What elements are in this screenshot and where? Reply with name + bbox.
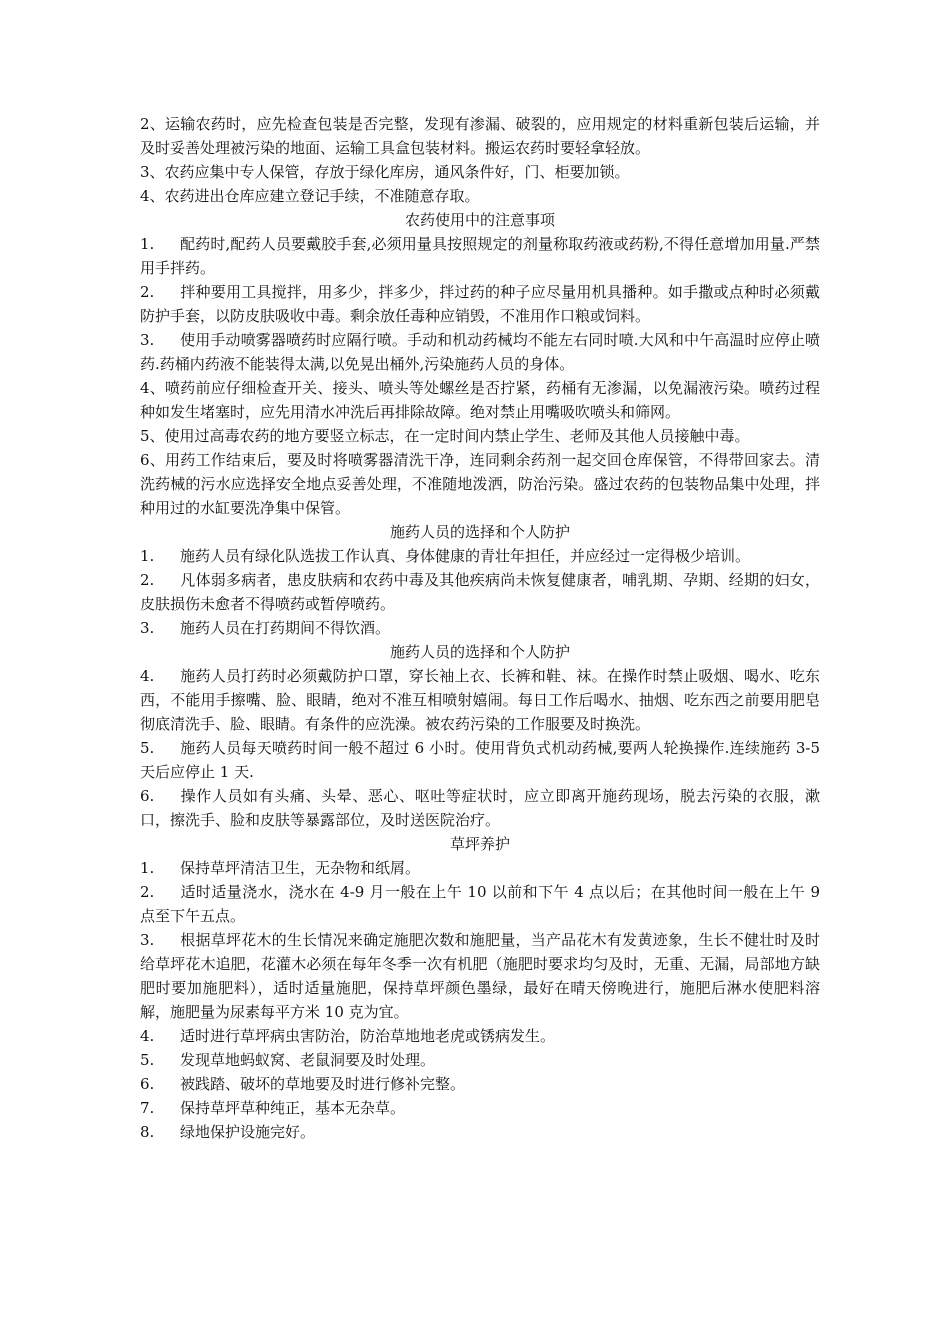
item-number: 3.: [140, 931, 155, 949]
item-number: 3.: [140, 619, 155, 637]
item-text: 使用手动喷雾器喷药时应隔行喷。手动和机动药械均不能左右同时喷.大风和中午高温时应停止喷药.药桶内药液不能装得太满,以免晃出桶外,污染施药人员的身体。: [140, 331, 820, 373]
item-text: 适时进行草坪病虫害防治，防治草地地老虎或锈病发生。: [180, 1027, 556, 1045]
list-item: [140, 880, 820, 928]
item-number: 2.: [140, 883, 155, 901]
item-number: 6.: [140, 1075, 155, 1093]
item-number: 1.: [140, 235, 155, 253]
paragraph: 3、农药应集中专人保管，存放于绿化库房，通风条件好，门、柜要加锁。: [140, 163, 630, 181]
item-text: 保持草坪草种纯正，基本无杂草。: [180, 1099, 406, 1117]
item-number: 1.: [140, 547, 155, 565]
list-item: [140, 928, 820, 1024]
list-item: [140, 616, 820, 640]
item-number: 2.: [140, 283, 155, 301]
item-text: 施药人员每天喷药时间一般不超过 6 小时。使用背负式机动药械,要两人轮换操作.连续施药 3-5 天后应停止 1 天.: [140, 739, 820, 781]
paragraph: 2、运输农药时，应先检查包装是否完整，发现有渗漏、破裂的，应用规定的材料重新包装后运输，并及时妥善处理被污染的地面、运输工具盒包装材料。搬运农药时要轻拿轻放。: [140, 115, 820, 157]
list-item: [140, 856, 820, 880]
list-item: [140, 544, 820, 568]
list-item: [140, 280, 820, 328]
section-heading: 草坪养护: [449, 835, 510, 853]
item-text: 保持草坪清洁卫生，无杂物和纸屑。: [180, 859, 421, 877]
item-number: 6.: [140, 787, 155, 805]
section-heading: 农药使用中的注意事项: [404, 211, 555, 229]
item-number: 8.: [140, 1123, 155, 1141]
list-item: [140, 1024, 820, 1048]
item-text: 被践踏、破坏的草地要及时进行修补完整。: [180, 1075, 466, 1093]
list-item: [140, 328, 820, 376]
list-item: [140, 1096, 820, 1120]
item-text: 凡体弱多病者，患皮肤病和农药中毒及其他疾病尚未恢复健康者，哺乳期、孕期、经期的妇女，皮肤损伤未愈者不得喷药或暂停喷药。: [140, 571, 820, 613]
paragraph: 4、农药进出仓库应建立登记手续，不准随意存取。: [140, 187, 480, 205]
item-text: 施药人员有绿化队选拔工作认真、身体健康的青壮年担任，并应经过一定得极少培训。: [180, 547, 751, 565]
list-item: [140, 736, 820, 784]
list-item: [140, 664, 820, 736]
item-text: 操作人员如有头痛、头晕、恶心、呕吐等症状时，应立即离开施药现场，脱去污染的衣服，漱口，擦洗手、脸和皮肤等暴露部位，及时送医院治疗。: [140, 787, 820, 829]
document-page: [140, 112, 820, 1144]
section-heading: 施药人员的选择和个人防护: [389, 643, 570, 661]
item-number: 5.: [140, 1051, 155, 1069]
item-text: 根据草坪花木的生长情况来确定施肥次数和施肥量，当产品花木有发黄迹象，生长不健壮时及时给草坪花木追肥，花灌木必须在每年冬季一次有机肥（施肥时要求均匀及时，无重、无漏，局部地方缺肥时要加施肥料），适时适量施肥，保持草坪颜色墨绿，最好在晴天傍晚进行，施肥后淋水使肥料溶解，施肥量为尿素每平方米 10 克为宜。: [140, 931, 820, 1021]
list-item: [140, 568, 820, 616]
list-item: [140, 1120, 820, 1144]
item-number: 2.: [140, 571, 155, 589]
list-item: [140, 232, 820, 280]
paragraph: 4、喷药前应仔细检查开关、接头、喷头等处螺丝是否拧紧，药桶有无渗漏，以免漏液污染。喷药过程种如发生堵塞时，应先用清水冲洗后再排除故障。绝对禁止用嘴吸吹喷头和筛网。: [140, 379, 820, 421]
paragraph: 5、使用过高毒农药的地方要竖立标志，在一定时间内禁止学生、老师及其他人员接触中毒。: [140, 427, 750, 445]
item-number: 3.: [140, 331, 155, 349]
section-heading: 施药人员的选择和个人防护: [389, 523, 570, 541]
item-number: 7.: [140, 1099, 155, 1117]
list-item: [140, 1072, 820, 1096]
list-item: [140, 784, 820, 832]
item-number: 5.: [140, 739, 155, 757]
item-text: 施药人员打药时必须戴防护口罩，穿长袖上衣、长裤和鞋、袜。在操作时禁止吸烟、喝水、吃东西，不能用手擦嘴、脸、眼睛，绝对不准互相喷射嬉闹。每日工作后喝水、抽烟、吃东西之前要用肥皂彻底清洗手、脸、眼睛。有条件的应洗澡。被农药污染的工作服要及时换洗。: [140, 667, 820, 733]
item-number: 1.: [140, 859, 155, 877]
item-text: 绿地保护设施完好。: [180, 1123, 316, 1141]
item-number: 4.: [140, 1027, 155, 1045]
item-text: 发现草地蚂蚁窝、老鼠洞要及时处理。: [180, 1051, 436, 1069]
item-text: 适时适量浇水，浇水在 4-9 月一般在上午 10 以前和下午 4 点以后；在其他时间一般在上午 9 点至下午五点。: [140, 883, 820, 925]
item-text: 拌种要用工具搅拌，用多少，拌多少，拌过药的种子应尽量用机具播种。如手撒或点种时必须戴防护手套，以防皮肤吸收中毒。剩余放任毒种应销毁，不准用作口粮或饲料。: [140, 283, 820, 325]
list-item: [140, 1048, 820, 1072]
item-number: 4.: [140, 667, 155, 685]
paragraph: 6、用药工作结束后，要及时将喷雾器清洗干净，连同剩余药剂一起交回仓库保管，不得带回家去。清洗药械的污水应选择安全地点妥善处理，不准随地泼洒，防治污染。盛过农药的包装物品集中处理，拌种用过的水缸要洗净集中保管。: [140, 451, 820, 517]
item-text: 施药人员在打药期间不得饮酒。: [180, 619, 391, 637]
item-text: 配药时,配药人员要戴胶手套,必须用量具按照规定的剂量称取药液或药粉,不得任意增加用量.严禁用手拌药。: [140, 235, 820, 277]
